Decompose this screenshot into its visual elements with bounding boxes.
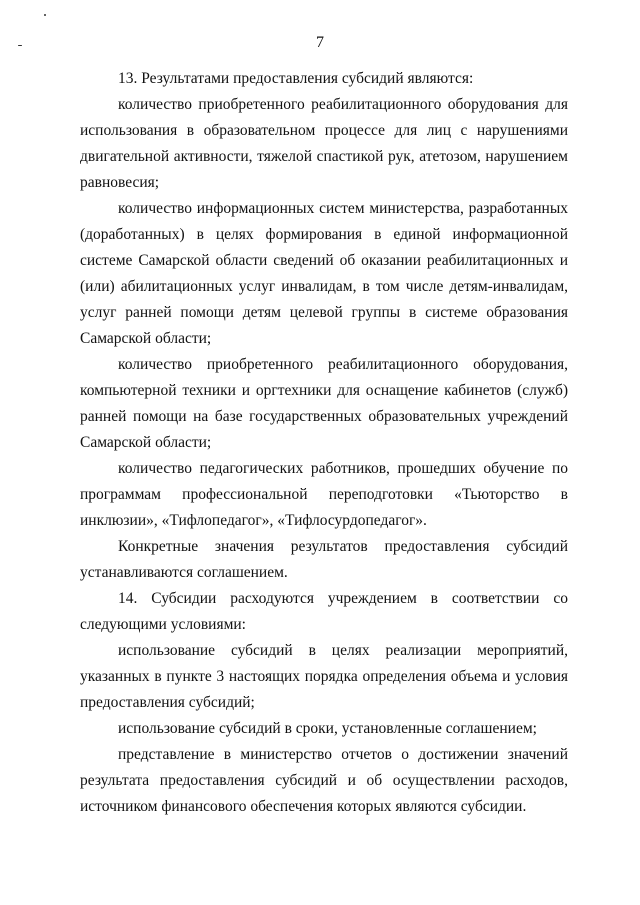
document-body <box>80 66 568 820</box>
paragraph-13-heading: 13. Результатами предоставления субсидий являются: <box>118 70 474 87</box>
paragraph-result-info-systems: количество информационных систем министерства, разработанных (доработанных) в целях формирования в единой информационной системе Самарской области сведений об оказании реабилитационных и (или) абилитационных услуг инвалидам, в том числе детям-инвалидам, услуг ранней помощи детям целевой группы в системе образования Самарской области; <box>80 200 568 347</box>
page-number: 7 <box>316 34 324 51</box>
paragraph-condition-terms: использование субсидий в сроки, установленные соглашением; <box>118 720 537 737</box>
paragraph-condition-reporting: представление в министерство отчетов о достижении значений результата предоставления субсидий и об осуществлении расходов, источником финансового обеспечения которых являются субсидии. <box>80 746 568 815</box>
paragraph-result-early-help-equipment: количество приобретенного реабилитационного оборудования, компьютерной техники и оргтехники для оснащение кабинетов (служб) ранней помощи на базе государственных образовательных учреждений Самарской области; <box>80 356 568 451</box>
paragraph-values-by-agreement: Конкретные значения результатов предоставления субсидий устанавливаются соглашением. <box>80 538 568 581</box>
paragraph-14-heading: 14. Субсидии расходуются учреждением в соответствии со следующими условиями: <box>80 590 568 633</box>
paragraph-result-teacher-training: количество педагогических работников, прошедших обучение по программам профессиональной переподготовки «Тьюторство в инклюзии», «Тифлопедагог», «Тифлосурдопедагог». <box>80 460 568 529</box>
paragraph-condition-purpose: использование субсидий в целях реализации мероприятий, указанных в пункте 3 настоящих порядка определения объема и условия предоставления субсидий; <box>80 642 568 711</box>
paragraph-result-equipment: количество приобретенного реабилитационного оборудования для использования в образовательном процессе для лиц с нарушениями двигательной активности, тяжелой спастикой рук, атетозом, нарушением равновесия; <box>80 96 568 191</box>
scan-speck <box>44 14 46 16</box>
